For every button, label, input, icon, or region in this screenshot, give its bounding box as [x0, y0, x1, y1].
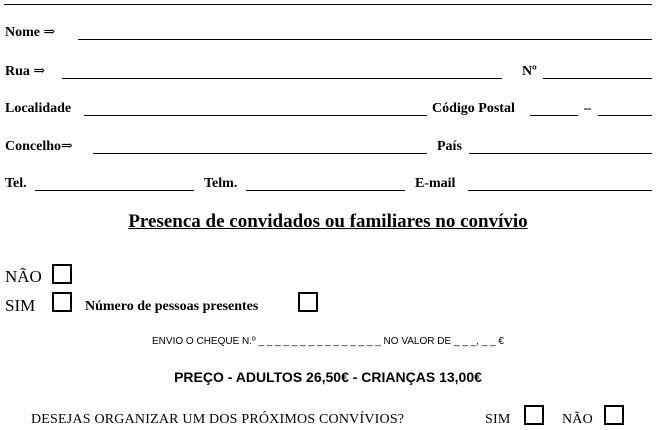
rua-field[interactable]	[62, 78, 502, 79]
codigo-postal-separator: –	[584, 101, 591, 116]
rua-label-text: Rua	[5, 64, 30, 79]
arrow-icon: ⇒	[61, 139, 73, 154]
organize-sim-checkbox[interactable]	[524, 405, 544, 425]
nome-label	[5, 25, 55, 41]
organize-nao-label: NÃO	[562, 412, 593, 427]
pessoas-label: Número de pessoas presentes	[85, 299, 259, 314]
rua-label	[5, 64, 45, 80]
attendance-title: Presenca de convidados ou familiares no convívio	[128, 211, 528, 232]
localidade-label: Localidade	[5, 101, 72, 116]
concelho-label-text: Concelho	[5, 139, 61, 154]
nome-label-text: Nome	[5, 25, 40, 40]
cheque-text: ENVIO O CHEQUE N.º _ _ _ _ _ _ _ _ _ _ _ _ _ _ _ NO VALOR DE _ _ _, _ _ €	[152, 336, 504, 347]
pais-field[interactable]	[469, 153, 652, 154]
codigo-postal-field-2[interactable]	[598, 115, 652, 116]
telm-field[interactable]	[246, 190, 405, 191]
email-label: E-mail	[415, 176, 456, 191]
organize-question: DESEJAS ORGANIZAR UM DOS PRÓXIMOS CONVÍVIOS?	[31, 412, 405, 427]
codigo-postal-field-1[interactable]	[530, 115, 578, 116]
top-rule	[4, 4, 652, 5]
nome-field[interactable]	[78, 39, 652, 40]
sim-checkbox[interactable]	[52, 292, 72, 312]
pais-label: País	[437, 139, 462, 154]
concelho-field[interactable]	[93, 153, 427, 154]
numero-field[interactable]	[543, 78, 652, 79]
tel-label: Tel.	[5, 176, 27, 191]
organize-nao-checkbox[interactable]	[604, 405, 624, 425]
telm-label: Telm.	[204, 176, 238, 191]
localidade-field[interactable]	[84, 115, 427, 116]
numero-label: Nº	[522, 64, 537, 79]
price-text: PREÇO - ADULTOS 26,50€ - CRIANÇAS 13,00€	[174, 369, 482, 385]
organize-sim-label: SIM	[485, 412, 511, 427]
arrow-icon: ⇒	[33, 64, 46, 79]
tel-field[interactable]	[35, 190, 194, 191]
arrow-icon: ⇒	[43, 25, 56, 40]
concelho-label	[5, 139, 73, 155]
sim-label: SIM	[5, 296, 36, 315]
codigo-postal-label: Código Postal	[432, 101, 515, 116]
nao-checkbox[interactable]	[52, 264, 72, 284]
pessoas-checkbox[interactable]	[298, 292, 318, 312]
nao-label: NÃO	[5, 267, 42, 286]
email-field[interactable]	[468, 190, 652, 191]
